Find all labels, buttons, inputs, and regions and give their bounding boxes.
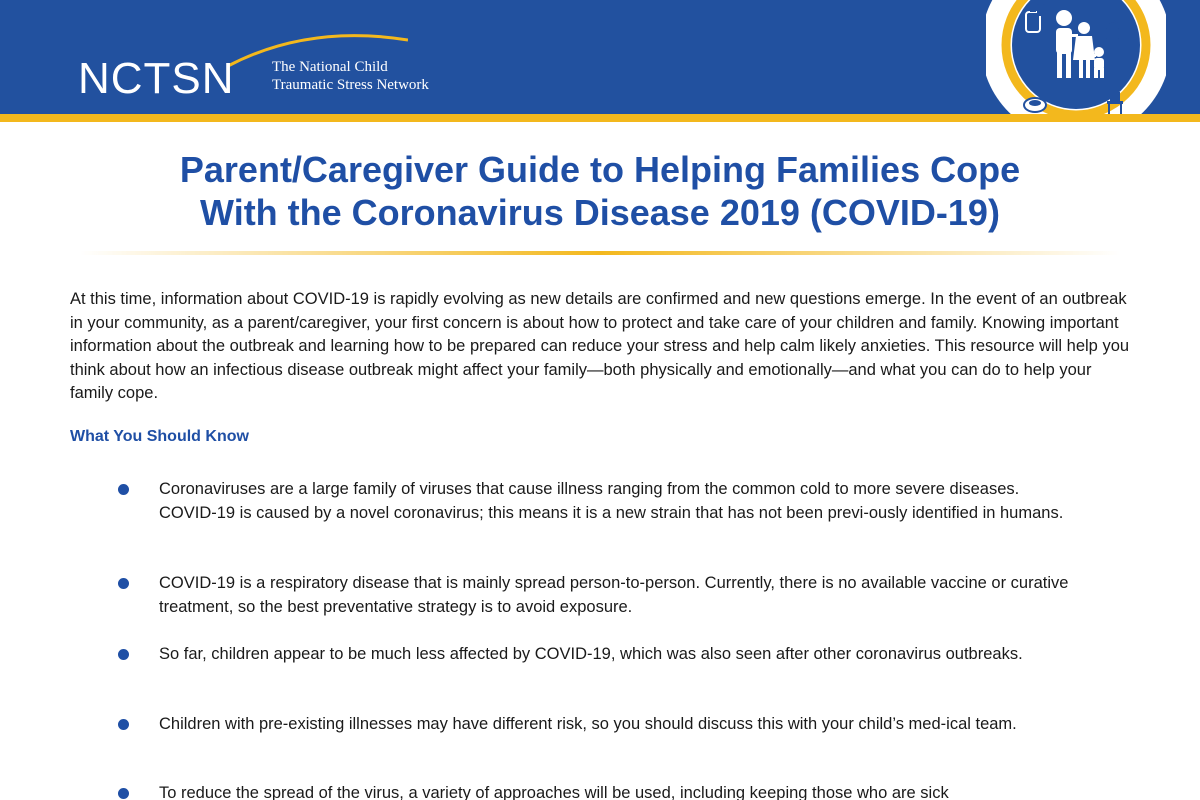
list-item-text: To reduce the spread of the virus, a variety of approaches will be used, including keeping those who are sick (159, 784, 949, 800)
logo-full-name (272, 58, 502, 94)
bullet-dot (118, 788, 129, 799)
intro-paragraph: At this time, information about COVID-19 is rapidly evolving as new details are confirmed and new questions emerge. In the event of an outbreak in your community, as a parent/caregiver, your first concern is about how to protect and take care of your children and family. Knowing important information about the outbreak and learning how to be prepared can reduce your stress and help calm likely anxieties. This resource will help you think about how an infectious disease outbreak might affect your family—both physically and emotionally—and what you can do to help your family cope. (70, 290, 1130, 402)
hand-sanitizer-icon (1037, 4, 1045, 16)
list-item-text: Children with pre-existing illnesses may have different risk, so you should discuss this with your child’s med-ical team. (159, 715, 1017, 733)
title-divider (80, 248, 1120, 258)
logo-abbreviation: NCTSN (78, 54, 235, 103)
section-heading: What You Should Know (70, 428, 249, 445)
bullet-dot (118, 578, 129, 589)
bullet-dot (118, 719, 129, 730)
logo-name-line2: Traumatic Stress Network (272, 77, 429, 93)
bullet-dot (118, 484, 129, 495)
nctsn-logo (78, 28, 498, 108)
list-item-text: Coronaviruses are a large family of viruses that cause illness ranging from the common cold to more severe diseases. COVID-19 is caused by a novel coronavirus; this means it is a new strain that has not been previ-ously identified in humans. (159, 480, 1064, 522)
list-item-text: COVID-19 is a respiratory disease that is mainly spread person-to-person. Currently, there is no available vaccine or curative treatment, so the best preventative strategy is to avoid exposure. (159, 574, 1069, 616)
family-emblem-icon (986, 0, 1166, 150)
title-line2: With the Coronavirus Disease 2019 (COVID-19) (200, 192, 1000, 233)
list-item (118, 782, 1088, 800)
title-line1: Parent/Caregiver Guide to Helping Families Cope (179, 149, 1021, 190)
bullet-dot (118, 649, 129, 660)
header-gold-stripe (0, 114, 1200, 122)
document-title (100, 148, 1100, 234)
header-banner (0, 0, 1200, 114)
list-item-text: So far, children appear to be much less affected by COVID-19, which was also seen after other coronavirus outbreaks. (159, 645, 1023, 663)
food-icon (1024, 98, 1046, 112)
logo-name-line1: The National Child (272, 59, 388, 75)
